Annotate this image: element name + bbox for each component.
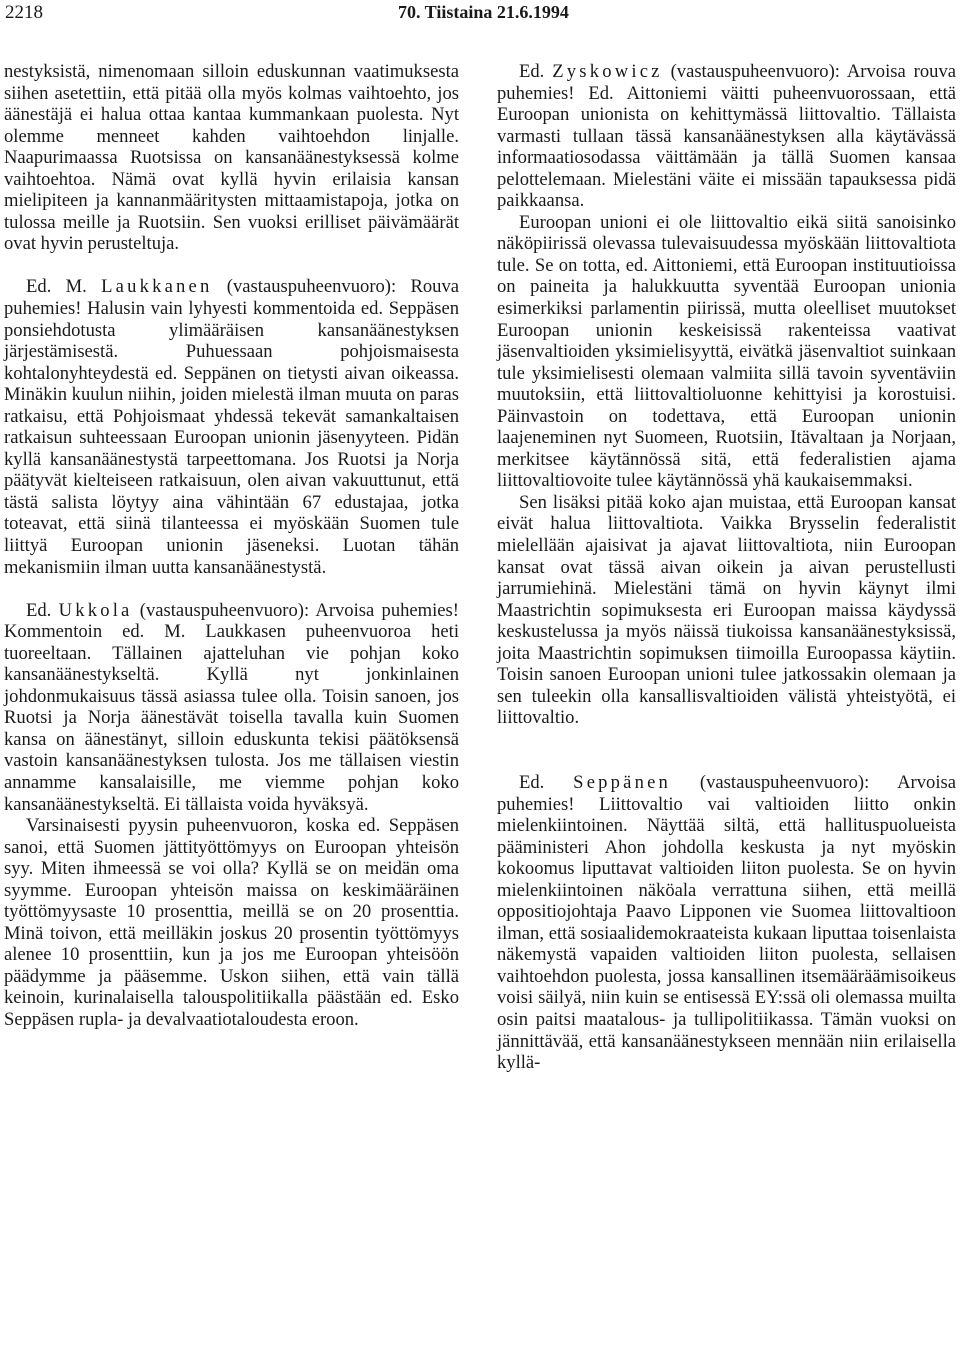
page-number: 2218 xyxy=(5,2,43,23)
speech-text: (vastauspuheenvuoro): Arvoisa puhemies! Liittovaltio vai valtioiden liitto onkin mielenkiintoinen. Näyttää siltä, että hallituspuolueista pääministeri Ahon johdolla keskusta ja nyt myöskin kokoomus liputtavat valtioiden liiton puolesta. Se on hyvin mielenkiintoinen näköala verrattuna siihen, että meillä oppositiojohtaja Paavo Lipponen vie Suomea liittovaltioon ilman, että sosiaalidemokraateista kukaan liputtaa toisenlaista näkemystä vapaiden valtioiden liiton puolesta, sellaisen vaihtoehdon puolesta, jossa kansallinen itsemääräämisoikeus voisi säilyä, niin kuin se entisessä EY:ssä oli olemassa muilta osin paitsi maatalous- ja tullipolitiikassa. Tämän vuoksi on jännittävää, että kansanäänestykseen mennään niin erilaisella kyllä- xyxy=(497,771,956,1074)
speaker-prefix: Ed. xyxy=(519,771,574,793)
speaker-name: Zyskowicz xyxy=(552,61,663,82)
right-column xyxy=(497,61,956,1074)
speaker-name: Seppänen xyxy=(573,771,672,793)
speech-text: (vastauspuheenvuoro): Arvoisa rouva puhemies! Ed. Aittoniemi väitti puheenvuorossaan, että Euroopan unionista on kehittymässä liittovaltio. Tällaista varmasti tullaan tässä kansanäänestyksen alla käytävässä informaatiosodassa väittämään ja tällä Suomen kansaa pelottelemaan. Mielestäni väite ei missään tapauksessa pidä paikkaansa. xyxy=(497,61,957,212)
paragraph xyxy=(497,212,956,492)
speaker-prefix: Ed. xyxy=(26,599,59,621)
paragraph-text: Euroopan unioni ei ole liittovaltio eikä siitä sanoisinko näköpiirissä olevassa tulevaisuudessa myöskään liittovaltiota tule. Se on totta, ed. Aittoniemi, että Euroopan instituutioissa on paineita ja halukkuutta syventää Euroopan unionia esimerkiksi parlamentin piirissä, mutta oleelliset muutokset Euroopan unionin keskeisissä rakenteissa vaativat jäsenvaltioiden yksimielisyyttä, eivätkä jäsenvaltiot suinkaan tule yksimielisesti olemaan valmiita sillä tavoin syventäviin muutoksiin, että liittovaltioluonne kehittyisi ja korostuisi. Päinvastoin on todettava, että Euroopan unionin laajeneminen nyt Suomeen, Ruotsiin, Itävaltaan ja Norjaan, merkitsee käytännössä sitä, että federalistien ajama liittovaltiovoite tulee käytännössä yhä kaukaisemmaksi. xyxy=(497,211,956,492)
speech xyxy=(4,600,459,815)
page-header xyxy=(0,0,960,30)
speech-text: (vastauspuheenvuoro): Arvoisa puhemies! Kommentoin ed. M. Laukkasen puheenvuoroa heti tuoreeltaan. Tällainen ajatteluhan vie pohjan koko kansanäänestykseltä. Kyllä nyt jonkinlainen johdonmukaisuus tässä asiassa tulee olla. Toisin sanoen, jos Ruotsi ja Norja äänestävät toisella tavalla kuin Suomen kansa on äänestänyt, silloin eduskunta tekisi päätöksensä vastoin kansanäänestyksen tulosta. Jos me tällaisen viestin annamme kansalaisille, me viemme pohjan koko kansanäänestykseltä. Ei tällaista voida hyväksyä. xyxy=(4,599,459,815)
paragraph-text: nestyksistä, nimenomaan silloin eduskunnan vaatimuksesta siihen asetettiin, että pitää olla myös kolmas vaihtoehto, jos äänestäjä ei halua ottaa kantaa kummankaan puolesta. Nyt olemme menneet kahden vaihtoehdon linjalle. Naapurimaassa Ruotsissa on kansanäänestyksessä kolme vaihtoehtoa. Nämä ovat kyllä hyvin erilaisia kansan mielipiteen ja kannanmääritysten mittaamistapoja, jotka on tulossa meille ja Ruotsiin. Sen vuoksi erilliset päivämäärät ovat hyvin perusteltuja. xyxy=(4,61,459,255)
paragraph-text: Sen lisäksi pitää koko ajan muistaa, että Euroopan kansat eivät halua liittovaltiota. Vaikka Brysselin federalistit mielellään ajaisivat ja ajavat liittovaltiota, niin Euroopan kansat ovat tässä aivan oikein ja aivan perustellusti jarrumiehinä. Mielestäni tämä on hyvin käynyt ilmi Maastrichtin sopimuksesta eri Euroopan maissa käydyssä keskustelussa ja myös näissä tiukoissa kansanäänestyksissä, joita Maastrichtin sopimuksen tiimoilla Euroopassa käytiin. Toisin sanoen Euroopan unioni tulee jatkossakin olemaan ja sen tuleekin olla kansallisvaltioiden välistä yhteistyötä, ei liittovaltio. xyxy=(497,491,956,729)
paragraph xyxy=(497,492,956,729)
left-column xyxy=(4,61,459,1031)
speech xyxy=(4,276,459,578)
speaker-name: Laukkanen xyxy=(101,276,213,298)
speech xyxy=(497,772,956,1074)
session-title: 70. Tiistaina 21.6.1994 xyxy=(398,2,569,22)
paragraph xyxy=(4,61,459,255)
speaker-prefix: Ed. xyxy=(519,61,553,82)
speaker-name: Ukkola xyxy=(58,599,133,621)
speaker-prefix: Ed. M. xyxy=(26,276,102,298)
speech xyxy=(497,61,956,212)
speech-text: (vastauspuheenvuoro): Rouva puhemies! Halusin vain lyhyesti kommentoida ed. Seppäsen ponsiehdotusta ylimääräisen kansanäänestyksen järjestämisestä. Puhuessaan pohjoismaisesta kohtalonyhteydestä ed. Seppänen on tietysti aivan oikeassa. Minäkin kuulun niihin, joiden mielestä ilman muuta on paras ratkaisu, että Pohjoismaat yhdessä tekevät samankaltaisen ratkaisun suhteessaan Euroopan unionin jäsenyyteen. Pidän kyllä kansanäänestystä tarpeettomana. Jos Ruotsi ja Norja päätyvät kielteiseen ratkaisuun, olen aivan vakuuttunut, että tästä salista löytyy aina vähintään 67 edustajaa, jotka toteavat, että siinä tilanteessa ei myöskään Suomen tule liittyä Euroopan unionin jäseneksi. Luotan tähän mekanismiin ilman uutta kansanäänestystä. xyxy=(4,276,460,578)
paragraph xyxy=(4,815,459,1030)
paragraph-text: Varsinaisesti pyysin puheenvuoron, koska ed. Seppäsen sanoi, että Suomen jättityöttömyys on Euroopan yhteisön syy. Miten ihmeessä se voi olla? Kyllä se on meidän oma syymme. Euroopan yhteisön maissa on keskimääräinen työttömyysaste 10 prosenttia, meillä se on 20 prosenttia. Minä toivon, että meilläkin joskus 20 prosentin työttömyys alenee 10 prosenttiin, kun ja jos me Euroopan yhteisöön päädymme ja pääsemme. Uskon siihen, että vain tällä keinoin, kurinalaisella talouspolitiikalla päästään ed. Esko Seppäsen rupla- ja devalvaatiotaloudesta eroon. xyxy=(4,815,459,1030)
